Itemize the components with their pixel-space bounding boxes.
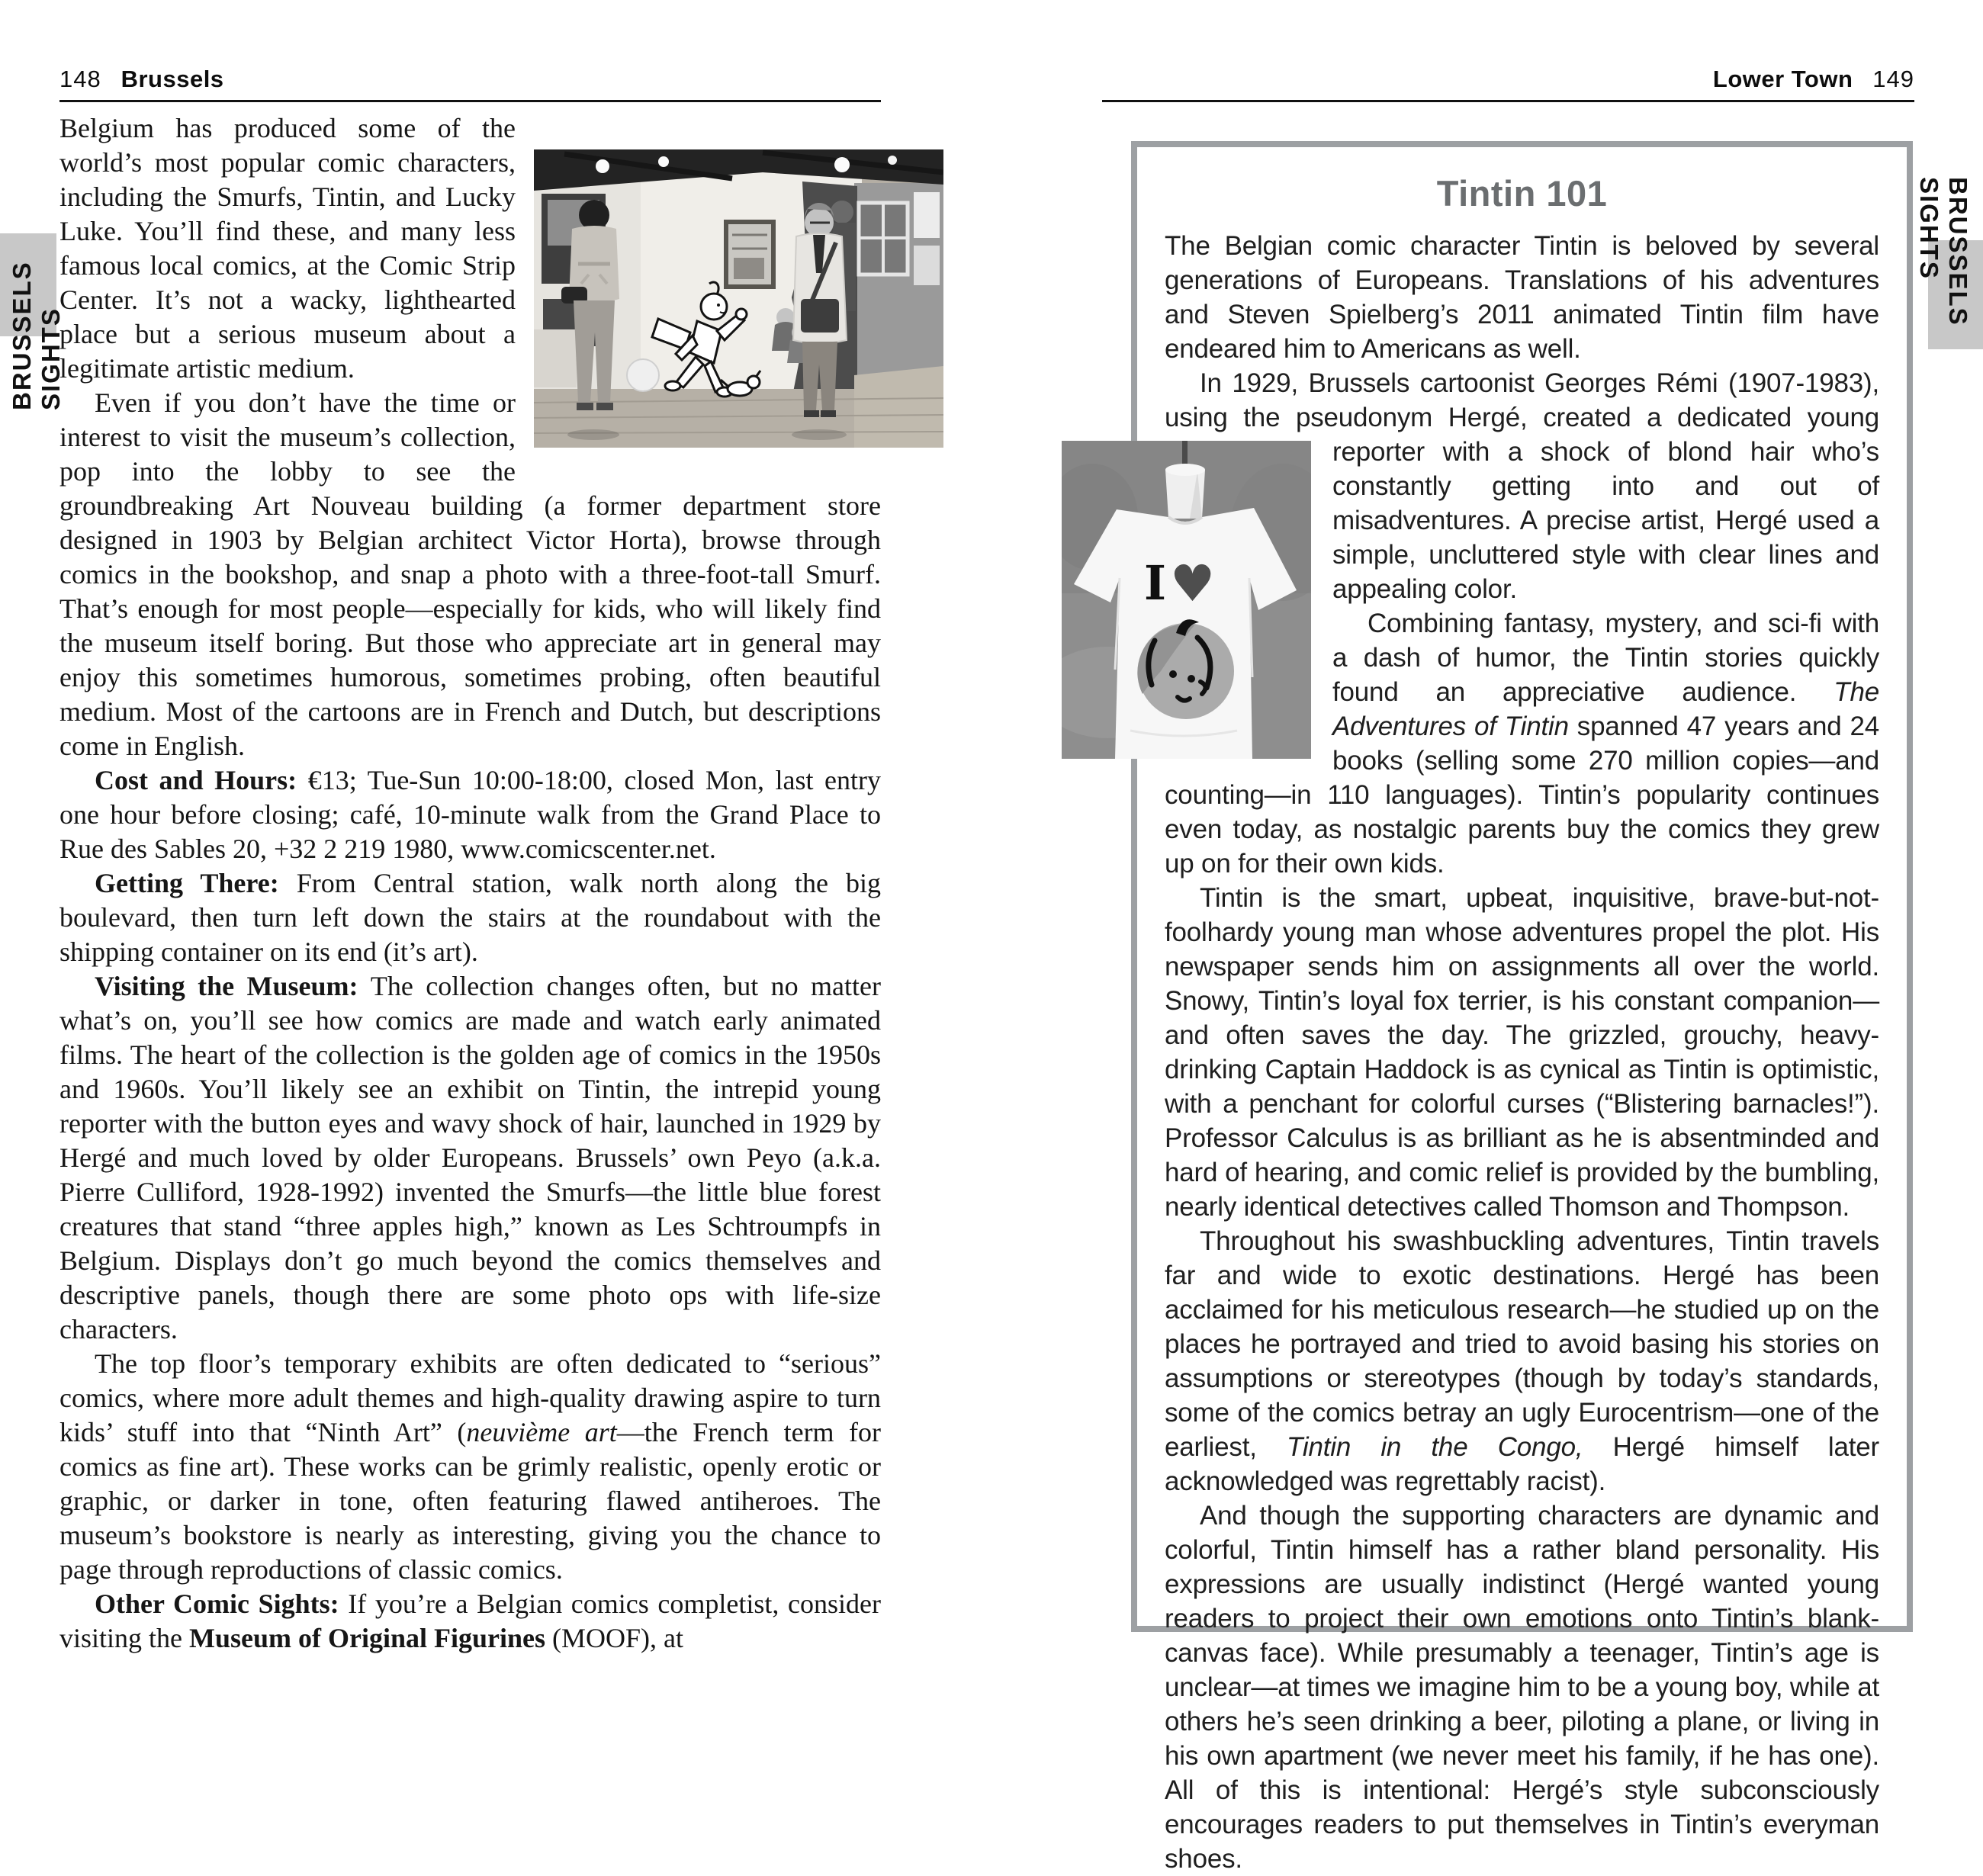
page-section-left: Brussels [121, 66, 224, 92]
box-title: Tintin 101 [1436, 173, 1608, 214]
paragraph [1165, 881, 1879, 1224]
page-header-right [1713, 66, 1914, 93]
paragraph-other-comic-sights [59, 1587, 881, 1656]
tintin-101-sidebar-box [1131, 141, 1913, 1874]
paragraph-text: reporter with a shock of blond hair who’s constantly getting into and out of misadventures. A precise artist, Hergé used a simple, uncluttered style with clear lines and appealing color. [1332, 437, 1879, 604]
sidebar-label-left: BRUSSELS SIGHTS [8, 261, 65, 410]
paragraph [59, 1347, 881, 1587]
far-poster [914, 246, 940, 285]
heart-icon: ♥ [1170, 554, 1215, 613]
paragraph-text: Combining fantasy, mystery, and sci-fi with a dash of humor, the Tintin stories quickly found an appreciative audience. The Adventures of Tintin spanned 47 years and 24 books (selling some 270 million copies—and counting—in 110 languages). Tintin’s popularity continues even today, as nostalgic parents buy the comics they grew up on for their own kids. [1165, 609, 1879, 879]
left-page-body [59, 111, 881, 1656]
page-number-right: 149 [1872, 66, 1914, 92]
header-rule-right [1102, 100, 1914, 102]
i-heart-print [1144, 554, 1215, 613]
tintin-tshirt-photo [1062, 441, 1311, 759]
paragraph-visiting-the-museum [59, 969, 881, 1347]
ceiling-light [658, 156, 669, 167]
paragraph-cost-and-hours [59, 763, 881, 866]
paragraph-text: Even if you don’t have the time or interest to visit the museum’s collection, pop into the lobby to see the groundbreaking Art Nouveau building (a former department store designed in 1903 by Belgian architect Victor Horta), browse through comics in the bookshop, and snap a photo with a three-foot-tall Smurf. That’s enough for most people—especially for kids, who will likely find the museum itself boring. But those who appreciate art in general may enjoy this sometimes humorous, sometimes probing, often beautiful medium. Most of the cartoons are in French and Dutch, but descriptions come in English. [59, 387, 881, 761]
paragraph-text: Tintin is the smart, upbeat, inquisitive, brave-but-not-foolhardy young man whose adventures propel the plot. His newspaper sends him on assignments all over the world. Snowy, Tintin’s loyal fox terrier, is his constant companion—and often saves the day. The grizzled, grouchy, heavy-drinking Captain Haddock is as cynical as Tintin is optimistic, with a penchant for colorful curses (“Blistering barnacles!”). Professor Calculus is as brilliant as he is absentminded and hard of hearing, and comic relief is provided by the bumbling, nearly identical detectives called Thomson and Thompson. [1165, 883, 1879, 1222]
i-letter: I [1144, 555, 1166, 611]
paragraph [1165, 1224, 1879, 1499]
comic-strip-center-photo [534, 149, 943, 448]
paragraph-text: Visiting the Museum: The collection changes often, but no matter what’s on, you’ll see how comics are made and watch early animated films. The heart of the collection is the golden age of comics in the 1950s and 1960s. You’ll likely see an exhibit on Tintin, the intrepid young reporter with the button eyes and wavy shock of hair, launched in 1929 by Hergé and much loved by older Europeans. Brussels’ own Peyo (a.k.a. Pierre Culliford, 1928-1992) invented the Smurfs—the little blue forest creatures that stand “three apples high,” known as Les Schtroumpfs in Belgium. Displays don’t go much beyond the comics themselves and descriptive panels, though there are some photo ops with life-size characters. [59, 971, 882, 1344]
paragraph-text: In 1929, Brussels cartoonist Georges Rémi (1907-1983), using the pseudonym Hergé, created a dedicated young [1165, 368, 1879, 432]
far-poster [914, 192, 940, 238]
paragraph [1165, 229, 1879, 366]
paragraph-text: The top floor’s temporary exhibits are often dedicated to “serious” comics, where more adult themes and high-quality drawing aspire to turn kids’ stuff into that “Ninth Art” (neuvième art—the French term for comics as fine art). These works can be grimly realistic, openly erotic or graphic, or darker in tone, often featuring flawed antiheroes. The museum’s bookstore is nearly as interesting, giving you the chance to page through reproductions of classic comics. [59, 1348, 881, 1585]
paragraph-getting-there [59, 866, 881, 969]
ceiling-light [596, 159, 609, 173]
page-section-right: Lower Town [1712, 66, 1853, 92]
paragraph-text: Throughout his swashbuckling adventures, Tintin travels far and wide to exotic destinations. Hergé has been acclaimed for his meticulous research—he studied up on the places he portrayed and tried to avoid basing his stories on assumptions or stereotypes (though by today’s standards, some of the comics betray an ugly Eurocentrism—one of the earliest, Tintin in the Congo, Hergé himself later acknowledged was regrettably racist). [1165, 1226, 1879, 1496]
ceiling-light [834, 157, 850, 172]
ceiling-light [888, 156, 897, 165]
paragraph-text: Belgium has produced some of the world’s most popular comic characters, including the Smurfs, Tintin, and Lucky Luke. You’ll find these, and many less famous local comics, at the Comic Strip Center. It’s not a wacky, lighthearted place but a serious museum about a legitimate artistic medium. [59, 113, 516, 384]
paragraph [1144, 366, 1879, 613]
framed-poster [726, 222, 773, 287]
museum-interior-illustration [534, 149, 943, 448]
paragraph [1165, 1499, 1879, 1876]
paragraph-text: And though the supporting characters are dynamic and colorful, Tintin himself has a rather bland personality. His expressions are usually indistinct (Hergé wanted young readers to project their own emotions onto Tintin’s blank-canvas face). While presumably a teenager, Tintin’s age is unclear—at times we imagine him to be a young boy, while at others he’s seen drinking a beer, piloting a plane, or living in his own apartment (we never meet his family, if he has one). All of this is intentional: Hergé’s style subconsciously encourages readers to put themselves in Tintin’s everyman shoes. [1165, 1501, 1879, 1874]
cutout-disc [627, 359, 659, 391]
header-rule-left [59, 100, 881, 102]
paragraph-text: The Belgian comic character Tintin is beloved by several generations of Europeans. Translations of his adventures and Steven Spielberg’s 2011 animated Tintin film have endeared him to Americans as well. [1165, 231, 1879, 364]
gallery-window [859, 203, 908, 275]
paragraph-text: Other Comic Sights: If you’re a Belgian comics completist, consider visiting the Museum of Original Figurines (MOOF), at [59, 1588, 881, 1653]
page-header-left [59, 66, 224, 93]
page-number-left: 148 [59, 66, 101, 92]
tshirt-illustration [1062, 441, 1311, 759]
sidebar-label-right: BRUSSELS SIGHTS [1915, 177, 1972, 326]
paragraph-text: Cost and Hours: €13; Tue-Sun 10:00-18:00, closed Mon, last entry one hour before closing; café, 10-minute walk from the Grand Place to Rue des Sables 20, +32 2 219 1980, www.comicscenter.net. [59, 765, 882, 864]
paragraph-text: Getting There: From Central station, walk north along the big boulevard, then turn left down the stairs at the roundabout with the shipping container on its end (it’s art). [59, 868, 882, 967]
mannequin [1165, 464, 1205, 519]
